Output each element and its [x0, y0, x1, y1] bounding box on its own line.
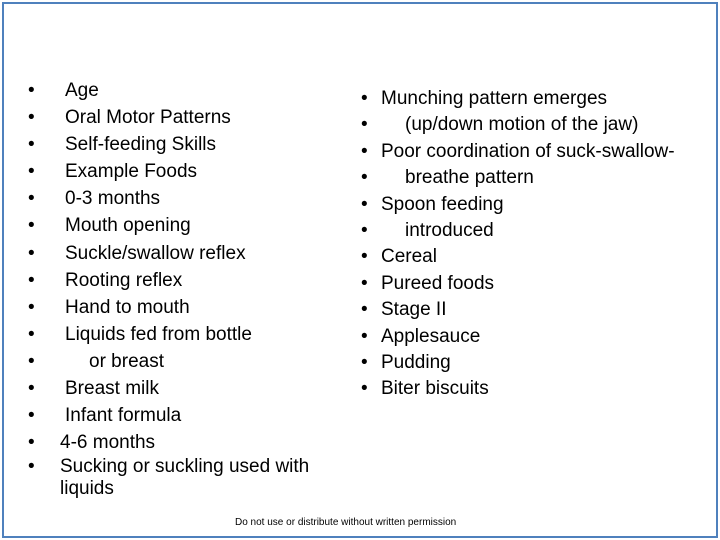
bullet-icon: •	[361, 325, 368, 347]
bullet-icon: •	[28, 134, 35, 156]
list-item: • (up/down motion of the jaw)	[381, 112, 675, 138]
left-bullet-list	[28, 77, 330, 500]
copyright-notice: Do not use or distribute without written permission	[235, 517, 457, 528]
bullet-icon: •	[361, 114, 368, 136]
bullet-icon: •	[361, 352, 368, 374]
bullet-icon: •	[28, 350, 35, 372]
bullet-icon: •	[28, 242, 35, 264]
bullet-icon: •	[361, 220, 368, 242]
list-item: • Infant formula	[65, 402, 330, 429]
list-item: • Suckle/swallow reflex	[65, 240, 330, 267]
bullet-icon: •	[28, 378, 35, 400]
list-item: • 4-6 months	[60, 429, 330, 456]
right-bullet-list	[361, 86, 675, 403]
bullet-icon: •	[28, 215, 35, 237]
list-item: • Liquids fed from bottle	[65, 321, 330, 348]
bullet-icon: •	[361, 246, 368, 268]
bullet-icon: •	[28, 405, 35, 427]
bullet-icon: •	[28, 456, 35, 478]
list-item: • Age	[65, 77, 330, 104]
bullet-icon: •	[361, 272, 368, 294]
bullet-icon: •	[28, 107, 35, 129]
list-item: • Example Foods	[65, 158, 330, 185]
list-item: • Munching pattern emerges	[381, 86, 675, 112]
list-item: • Oral Motor Patterns	[65, 104, 330, 131]
bullet-icon: •	[361, 88, 368, 109]
bullet-icon: •	[28, 161, 35, 183]
list-item: • Poor coordination of suck-swallow-	[381, 139, 675, 165]
bullet-icon: •	[361, 140, 368, 162]
list-item: • 0-3 months	[65, 185, 330, 212]
bullet-icon: •	[28, 432, 35, 454]
list-item: • Biter biscuits	[381, 376, 675, 402]
bullet-icon: •	[361, 193, 368, 215]
bullet-icon: •	[361, 167, 368, 189]
bullet-icon: •	[28, 296, 35, 318]
bullet-icon: •	[361, 378, 368, 400]
list-item: • Cereal	[381, 244, 675, 270]
bullet-icon: •	[28, 188, 35, 210]
list-item: • Sucking or suckling used with liquids	[28, 456, 310, 500]
list-item: • Breast milk	[65, 375, 330, 402]
list-item: • Mouth opening	[65, 212, 330, 239]
bullet-icon: •	[28, 323, 35, 345]
list-item: • introduced	[381, 218, 675, 244]
list-item: • Hand to mouth	[65, 294, 330, 321]
list-item: • Self-feeding Skills	[65, 131, 330, 158]
list-item: • Applesauce	[381, 324, 675, 350]
bullet-icon: •	[361, 299, 368, 321]
list-item: • Stage II	[381, 297, 675, 323]
bullet-icon: •	[28, 80, 35, 101]
list-item: • Rooting reflex	[65, 267, 330, 294]
bullet-icon: •	[28, 269, 35, 291]
list-item: • breathe pattern	[381, 165, 675, 191]
list-item: • Pudding	[381, 350, 675, 376]
list-item: • or breast	[65, 348, 330, 375]
list-item: • Spoon feeding	[381, 192, 675, 218]
list-item: • Pureed foods	[381, 271, 675, 297]
